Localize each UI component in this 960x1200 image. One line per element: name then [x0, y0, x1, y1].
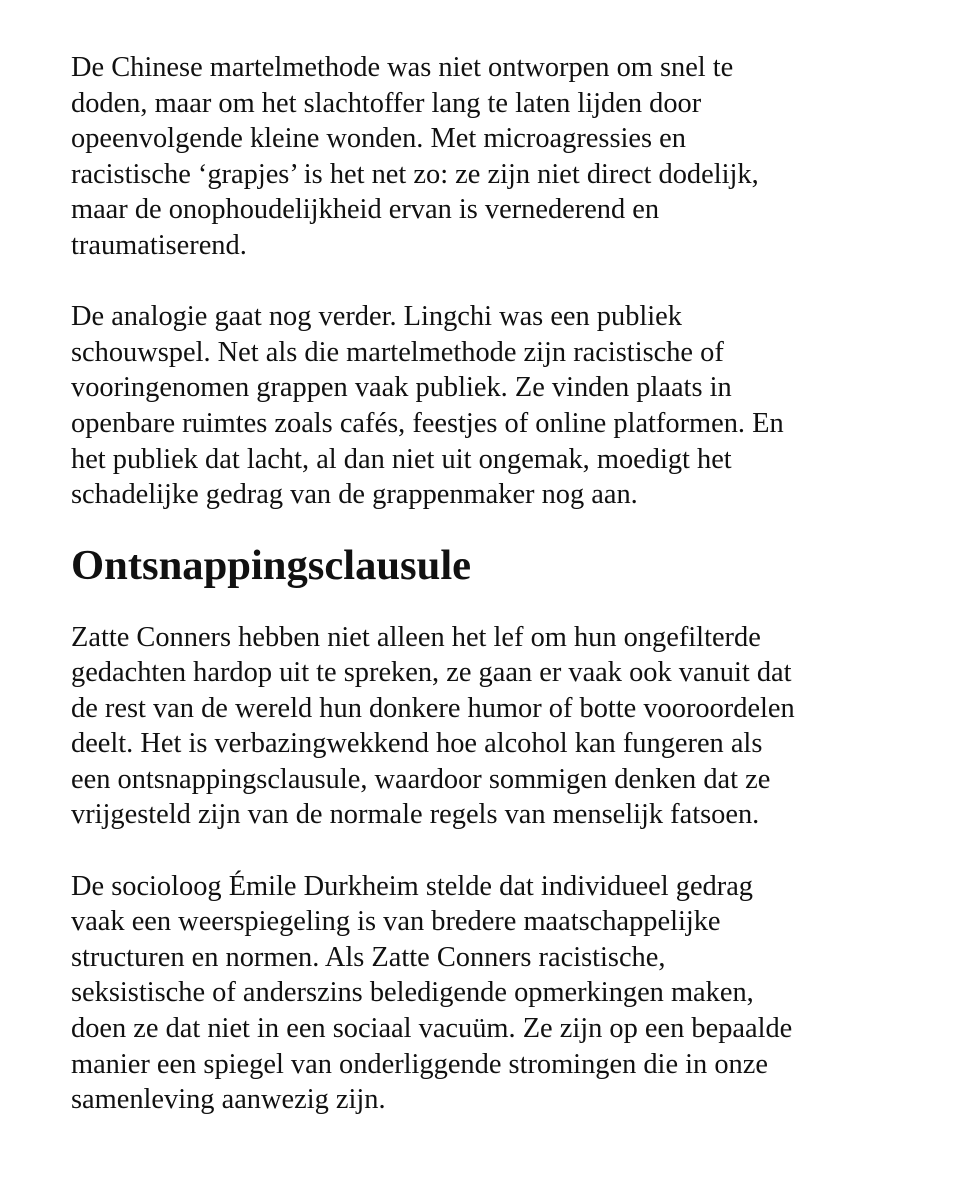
- text-line: traumatiserend.: [71, 229, 247, 261]
- text-line: een ontsnappingsclausule, waardoor sommigen denken dat ze: [71, 763, 771, 795]
- paragraph-lingchi-torture: [71, 50, 871, 264]
- text-line: structuren en normen. Als Zatte Conners racistische,: [71, 941, 666, 973]
- text-line: samenleving aanwezig zijn.: [71, 1084, 386, 1116]
- text-line: schouwspel. Net als die martelmethode zijn racistische of: [71, 336, 724, 368]
- text-line: racistische ‘grapjes’ is het net zo: ze zijn niet direct dodelijk,: [71, 158, 759, 190]
- paragraph-public-spectacle: [71, 299, 871, 513]
- paragraph-drunk-connors: [71, 620, 871, 834]
- text-line: seksistische of anderszins beledigende opmerkingen maken,: [71, 977, 754, 1009]
- text-line: vaak een weerspiegeling is van bredere maatschappelijke: [71, 906, 721, 938]
- text-line: Zatte Conners hebben niet alleen het lef om hun ongefilterde: [71, 621, 761, 653]
- text-line: doen ze dat niet in een sociaal vacuüm. Ze zijn op een bepaalde: [71, 1013, 793, 1045]
- text-line: opeenvolgende kleine wonden. Met microagressies en: [71, 123, 686, 155]
- heading-text: Ontsnappingsclausule: [71, 542, 472, 590]
- text-line: De Chinese martelmethode was niet ontworpen om snel te: [71, 52, 734, 83]
- section-heading: [71, 542, 871, 590]
- text-line: vrijgesteld zijn van de normale regels van menselijk fatsoen.: [71, 799, 760, 831]
- text-line: de rest van de wereld hun donkere humor of botte vooroordelen: [71, 692, 795, 724]
- text-line: maar de onophoudelijkheid ervan is vernederend en: [71, 194, 660, 226]
- text-line: openbare ruimtes zoals cafés, feestjes of online platformen. En: [71, 407, 784, 439]
- text-line: schadelijke gedrag van de grappenmaker nog aan.: [71, 479, 638, 511]
- text-line: deelt. Het is verbazingwekkend hoe alcohol kan fungeren als: [71, 728, 763, 760]
- text-line: vooringenomen grappen vaak publiek. Ze vinden plaats in: [71, 372, 732, 404]
- text-line: gedachten hardop uit te spreken, ze gaan er vaak ook vanuit dat: [71, 657, 792, 689]
- text-line: manier een spiegel van onderliggende stromingen die in onze: [71, 1048, 768, 1080]
- paragraph-durkheim: [71, 869, 871, 1118]
- article-body: [71, 50, 871, 1153]
- text-line: De socioloog Émile Durkheim stelde dat individueel gedrag: [71, 870, 753, 902]
- text-line: het publiek dat lacht, al dan niet uit ongemak, moedigt het: [71, 443, 732, 475]
- text-line: De analogie gaat nog verder. Lingchi was een publiek: [71, 301, 682, 333]
- text-line: doden, maar om het slachtoffer lang te laten lijden door: [71, 87, 702, 119]
